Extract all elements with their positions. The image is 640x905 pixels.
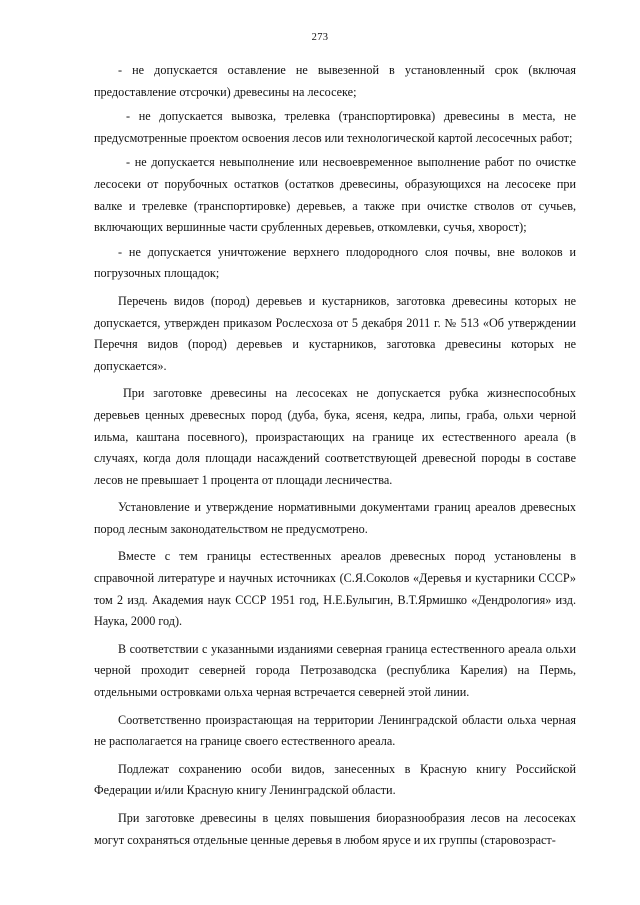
paragraph-slash-cleanup: - не допускается невыполнение или несвоевременное выполнение работ по очистке лесосеки от порубочных остатков (остатков древесины, образующихся на лесосеке при валке и трелевке (транспортировке) деревьев, а также при очистке стволов от сучьев, включающих вершинные части срубленных деревьев, откомлевки, сучья, хворост); — [94, 155, 576, 235]
paragraph-leningrad-alder: Соответственно произрастающая на территории Ленинградской области ольха черная не располагается на границе своего естественного ареала. — [94, 712, 576, 749]
document-body — [94, 60, 576, 851]
paragraph-red-book-species: Подлежат сохранению особи видов, занесенных в Красную книгу Российской Федерации и/или Красную книгу Ленинградской области. — [94, 761, 576, 798]
paragraph-black-alder-range: В соответствии с указанными изданиями северная граница естественного ареала ольхи черной проходит северней города Петрозаводска (республика Карелия) на Пермь, отдельными островками ольха черная встречается северней этой линии. — [94, 641, 576, 700]
paragraph-protected-species-list: Перечень видов (пород) деревьев и кустарников, заготовка древесины которых не допускается, утвержден приказом Рослесхоза от 5 декабря 2011 г. № 513 «Об утверждении Перечня видов (пород) деревьев и кустарников, заготовка древесины которых не допускается». — [94, 293, 576, 373]
paragraph-biodiversity-retention: При заготовке древесины в целях повышения биоразнообразия лесов на лесосеках могут сохраняться отдельные ценные деревья в любом ярусе и их группы (старовозраст- — [94, 811, 576, 847]
paragraph-no-leftover-timber: - не допускается оставление не вывезенной в установленный срок (включая предоставление отсрочки) древесины на лесосеке; — [94, 63, 576, 99]
page-number: 273 — [311, 32, 329, 43]
paragraph-range-boundaries: Установление и утверждение нормативными документами границ ареалов древесных пород лесным законодательством не предусмотрено. — [94, 500, 576, 536]
paragraph-reference-literature: Вместе с тем границы естественных ареалов древесных пород установлены в справочной литературе и научных источниках (С.Я.Соколов «Деревья и кустарники СССР» том 2 изд. Академия наук СССР 1951 год, Н.Е.Булыгин, В.Т.Ярмишко «Дендрология» изд. Наука, 2000 год). — [94, 549, 576, 629]
paragraph-valuable-species-ban: При заготовке древесины на лесосеках не допускается рубка жизнеспособных деревьев ценных древесных пород (дуба, бука, ясеня, кедра, липы, граба, ольхи черной ильма, каштана посевного), произрастающих на границе их естественного ареала (в случаях, когда доля площади насаждений соответствующей древесной породы в составе лесов не превышает 1 процента от площади лесничества. — [94, 386, 576, 487]
paragraph-topsoil-protection: - не допускается уничтожение верхнего плодородного слоя почвы, вне волоков и погрузочных площадок; — [94, 244, 576, 281]
paragraph-no-unplanned-skidding: - не допускается вывозка, трелевка (транспортировка) древесины в места, не предусмотренные проектом освоения лесов или технологической картой лесосечных работ; — [94, 109, 576, 145]
